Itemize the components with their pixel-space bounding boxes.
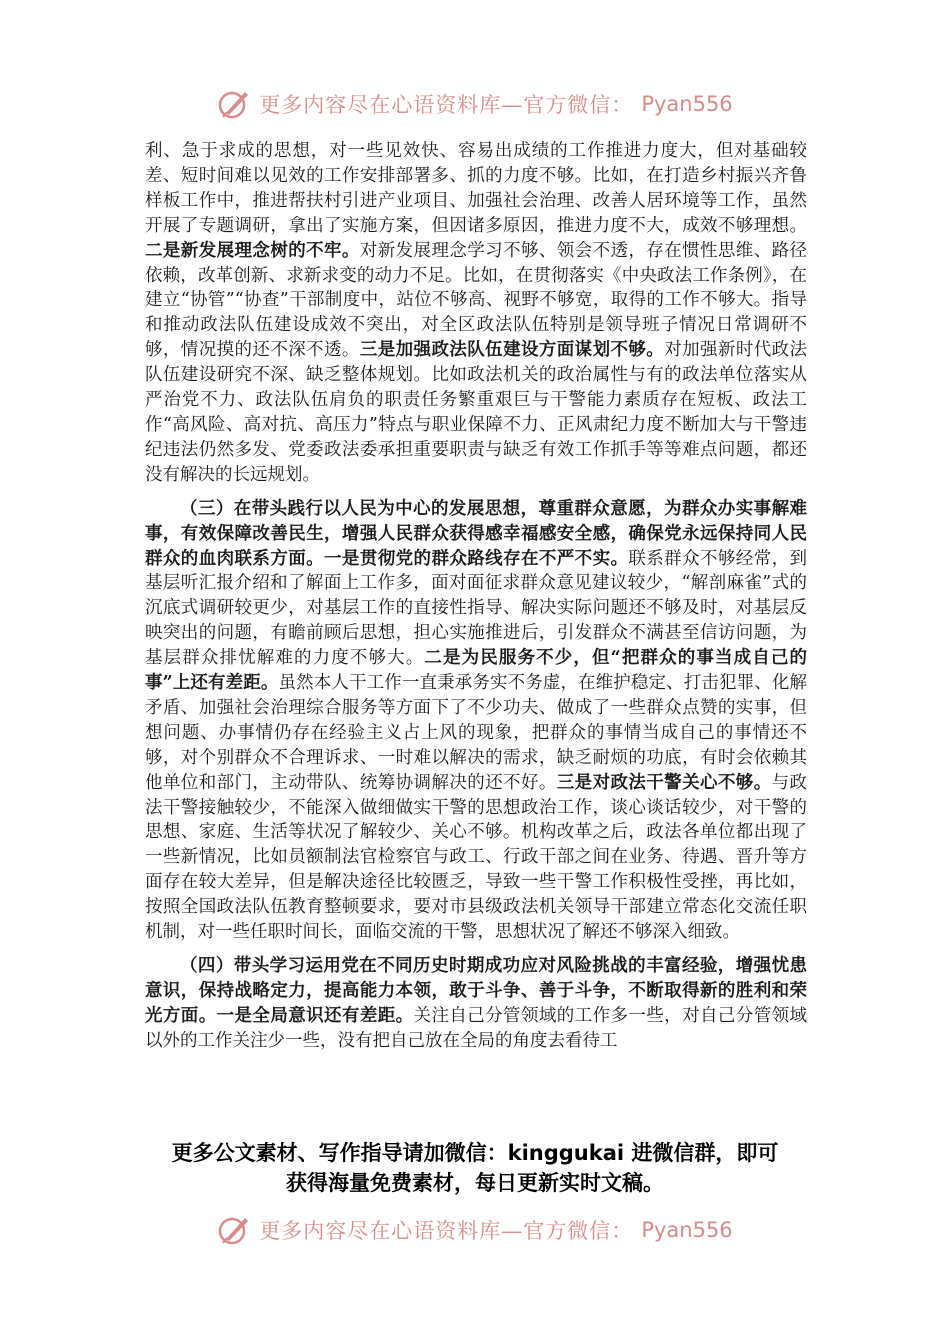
header-watermark <box>0 84 950 124</box>
bold-heading-run: 二是新发展理念树的不牢。 <box>145 240 360 261</box>
paragraph <box>145 139 807 488</box>
promo-line-2: 获得海量免费素材，每日更新实时文稿。 <box>286 1171 664 1195</box>
bold-heading-run: 三是对政法干警关心不够。 <box>556 772 772 793</box>
text-run: 对加强新时代政法队伍建设研究不深、缺乏整体规划。比如政法机关的政治属性与有的政法单位落实从严治党不力、政法队伍肩负的职责任务繁重艰巨与干警能力素质存在短板、政法工作“高风险、高对抗、高压力”特点与职业保障不力、正风肃纪力度不断加大与干警违纪违法仍然多发、党委政法委承担重要职责与缺乏有效工作抓手等等难点问题，都还没有解决的长远规划。 <box>145 340 808 485</box>
bold-heading-run: 三是加强政法队伍建设方面谋划不够。 <box>359 340 665 361</box>
text-run: 联系群众不够经常，到基层听汇报介绍和了解面上工作多，面对面征求群众意见建议较少，“解剖麻雀”式的沉底式调研较更少，对基层工作的直接性指导、解决实际问题还不够及时，对基层反映突出的问题，有瞻前顾后思想，担心实施推进后，引发群众不满甚至信访问题，为基层群众排忧解难的力度不够大。 <box>145 548 807 669</box>
paragraph <box>145 497 807 945</box>
quill-pen-icon <box>217 1213 251 1247</box>
paragraph <box>145 954 807 1054</box>
footer-watermark <box>0 1210 950 1250</box>
bold-heading-run: （四）带头学习运用党在不同历史时期成功应对风险挑战的丰富经验，增强忧患意识，保持战略定力，提高能力本领，敢于斗争、善于斗争，不断取得新的胜利和荣光方面。一是全局意识还有差距。 <box>145 956 807 1026</box>
text-run: 关注自己分管领域的工作多一些，对自己分管领域以外的工作关注少一些，没有把自己放在全局的角度去看待工 <box>145 1005 808 1051</box>
quill-pen-icon <box>217 87 251 121</box>
watermark-text: 更多内容尽在心语资料库—官方微信： <box>259 1219 634 1243</box>
document-body <box>145 139 807 1054</box>
text-run: 对新发展理念学习不够、领会不透，存在惯性思维、路径依赖，改革创新、求新求变的动力不足。比如，在贯彻落实《中央政法工作条例》，在建立“协管”“协查”干部制度中，站位不够高、视野不够宽，取得的工作不够大。指导和推动政法队伍建设成效不突出，对全区政法队伍特别是领导班子情况日常调研不够，情况摸的还不深不透。 <box>145 240 808 361</box>
bold-heading-run: （三）在带头践行以人民为中心的发展思想，尊重群众意愿，为群众办实事解难事，有效保障改善民生，增强人民群众获得感幸福感安全感，确保党永远保持同人民群众的血肉联系方面。一是贯彻党的群众路线存在不严不实。 <box>145 498 807 569</box>
watermark-text: 更多内容尽在心语资料库—官方微信： <box>259 93 634 117</box>
text-run: 利、急于求成的思想，对一些见效快、容易出成绩的工作推进力度大，但对基础较差、短时间难以见效的工作安排部署多、抓的力度不够。比如，在打造乡村振兴齐鲁样板工作中，推进帮扶村引进产业项目、加强社会治理、改善人居环境等工作，虽然开展了专题调研，拿出了实施方案，但因诸多原因，推进力度不大，成效不够理想。 <box>145 141 807 236</box>
promo-banner <box>0 1138 950 1198</box>
bold-heading-run: 二是为民服务不少，但“把群众的事当成自己的事”上还有差距。 <box>145 648 807 694</box>
watermark-handle: Pyan556 <box>641 1218 733 1242</box>
watermark-handle: Pyan556 <box>641 92 733 116</box>
text-run: 虽然本人干工作一直秉承务实不务虚，在维护稳定、打击犯罪、化解矛盾、加强社会治理综合服务等方面下了不少功夫、做成了一些群众点赞的实事，但想问题、办事情仍存在经验主义占上风的现象，把群众的事情当成自己的事情还不够，对个别群众不合理诉求、一时难以解决的需求，缺乏耐烦的功底，有时会依赖其他单位和部门，主动带队、统筹协调解决的还不好。 <box>145 673 807 793</box>
promo-line-1: 更多公文素材、写作指导请加微信：kinggukai 进微信群，即可 <box>171 1141 779 1165</box>
text-run: 与政法干警接触较少，不能深入做细做实干警的思想政治工作，谈心谈话较少，对干警的思想、家庭、生活等状况了解较少、关心不够。机构改革之后，政法各单位都出现了一些新情况，比如员额制法官检察官与政工、行政干部之间在业务、待遇、晋升等方面存在较大差异，但是解决途径比较匮乏，导致一些干警工作积极性受挫，再比如，按照全国政法队伍教育整顿要求，要对市县级政法机关领导干部建立常态化交流任职机制，对一些任职时间长，面临交流的干警，思想状况了解还不够深入细致。 <box>145 772 808 943</box>
